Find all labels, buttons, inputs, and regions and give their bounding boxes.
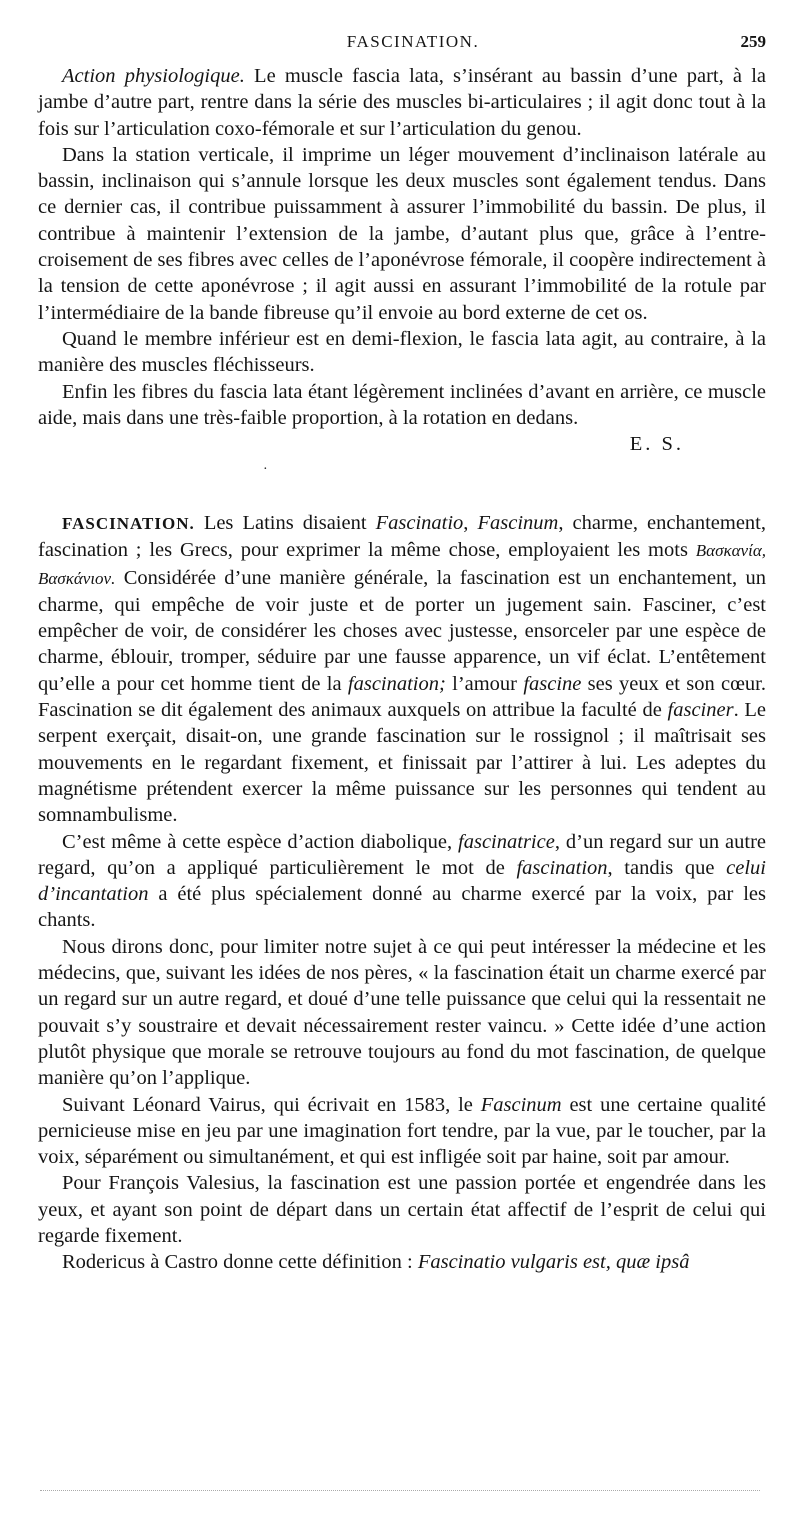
article-headword: FASCINATION. <box>62 514 195 533</box>
bottom-margin-rule <box>40 1490 760 1491</box>
paragraph: Suivant Léonard Vairus, qui écrivait en 1583, le Fascinum est une certaine qualité pernicieuse mise en jeu par une imagination fort tendre, par la vue, par le toucher, par la voix, séparément ou simultanément, et qui est infligée soit par haine, soit par amour. <box>38 1093 766 1169</box>
running-head <box>60 30 766 56</box>
article-fascia-lata-end <box>38 63 766 457</box>
page-number: 259 <box>740 32 766 51</box>
paragraph: Pour François Valesius, la fascination est une passion portée et engendrée dans les yeux, et ayant son point de départ dans un certain état affectif de l’esprit de celui qui regarde fixement. <box>38 1172 766 1248</box>
paragraph: Quand le membre inférieur est en demi-flexion, le fascia lata agit, au contraire, à la manière des muscles fléchisseurs. <box>38 327 766 377</box>
greek-words: Βασκανία, Βασκάνιον. <box>38 541 766 588</box>
paragraph: Action physiologique. Le muscle fascia lata, s’insérant au bassin d’une part, à la jambe d’autre part, rentre dans la série des muscles bi-articulaires ; il agit donc tout à la fois sur l’articulation coxo-fémorale et sur l’articulation du genou. <box>38 65 767 140</box>
separator-dot: · <box>263 462 268 477</box>
paragraph: Nous dirons donc, pour limiter notre sujet à ce qui peut intéresser la médecine et les médecins, que, suivant les idées de nos pères, « la fascination était un charme exercé par un regard sur un autre regard, et doué d’une telle puissance que celui qui la ressentait ne pouvait s’y soustraire et devait nécessairement rester vaincu. » Cette idée d’une action plutôt physique que morale se retrouve toujours au fond du mot fascination, de quelque manière qu’on l’applique. <box>38 935 766 1090</box>
section-label: Action physiologique. <box>62 65 245 87</box>
paragraph: C’est même à cette espèce d’action diabolique, fascinatrice, d’un regard sur un autre regard, qu’on a appliqué particulièrement le mot de fascination, tandis que celui d’incantation a été plus spécialement donné au charme exercé par la voix, par les chants. <box>38 830 766 932</box>
article-fascination <box>38 510 766 1276</box>
paragraph: Dans la station verticale, il imprime un léger mouvement d’inclinaison latérale au bassin, inclinaison qui s’annule lorsque les deux muscles sont également tendus. Dans ce dernier cas, il contribue puissamment à assurer l’immobilité du bassin. De plus, il contribue à maintenir l’extension de la jambe, d’autant plus que, grâce à l’entre-croisement de ses fibres avec celles de l’aponévrose fémorale, il coopère indirectement à la tension de cette aponévrose ; il agit aussi en assurant l’immobilité de la rotule par l’intermédiaire de la bande fibreuse qu’il envoie au bord externe de cet os. <box>38 143 766 324</box>
author-signature: E. S. <box>629 433 684 456</box>
paragraph: Rodericus à Castro donne cette définition : Fascinatio vulgaris est, quæ ipsâ <box>62 1251 690 1274</box>
paragraph: FASCINATION. Les Latins disaient Fascinatio, Fascinum, charme, enchantement, fascination ; les Grecs, pour exprimer la même chose, employaient les mots Βασκανία, Βασκάνιον. Considérée d’une manière générale, la fascination est un enchantement, un charme, qui empêche de voir juste et de porter un jugement sain. Fasciner, c’est empêcher de voir, de considérer les choses avec justesse, ensorceler par une espèce de charme, éblouir, tromper, séduire par une fausse apparence, un vif éclat. L’entêtement qu’elle a pour cet homme tient de la fascination; l’amour fascine ses yeux et son cœur. Fascination se dit également des animaux auxquels on attribue la faculté de fasciner. Le serpent exerçait, disait-on, une grande fascination sur le rossignol ; il maîtrisait ses mouvements en le regardant fixement, et finissait par l’attirer à lui. Les adeptes du magnétisme prétendent exercer la même puissance sur les personnes qui tendent au somnambulisme. <box>38 512 766 827</box>
paragraph: Enfin les fibres du fascia lata étant légèrement inclinées d’avant en arrière, ce muscle aide, mais dans une très-faible proportion, à la rotation en dedans. <box>38 380 766 429</box>
running-title: FASCINATION. <box>346 32 480 51</box>
